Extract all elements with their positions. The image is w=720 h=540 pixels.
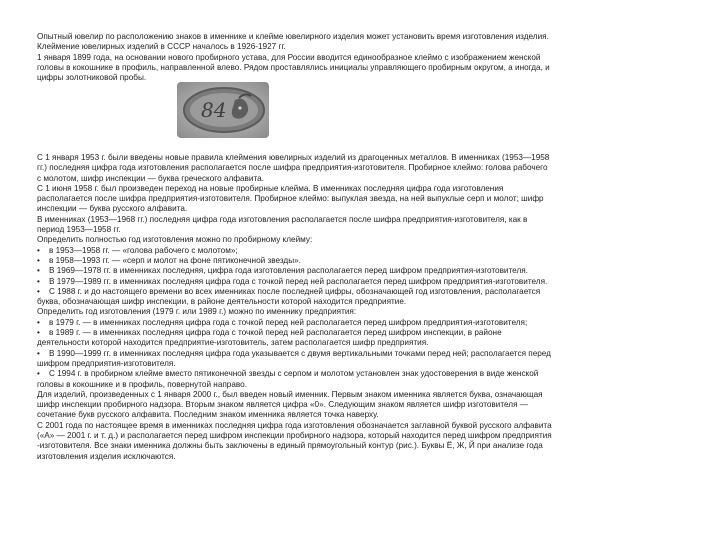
bullet-line <box>37 256 680 266</box>
line-text: В именниках (1953—1968 гг.) последняя цифра года изготовления располагается после шифра предприятия-изготовителя, как в <box>37 214 528 224</box>
line-text: сочетание букв русского алфавита. Последним знаком именника является точка наверху. <box>37 410 379 420</box>
text-line <box>37 215 680 225</box>
line-text: в 1953—1958 гг. — «голова рабочего с молотом»; <box>49 245 238 255</box>
bullet-line <box>37 287 680 297</box>
hallmark-photo <box>177 82 269 138</box>
line-text: («А» — 2001 г. и т. д.) и располагается перед шифром инспекции пробирного надзора, который находится перед шифром предприятия <box>37 431 552 441</box>
line-text: С 1 января 1953 г. были введены новые правила клеймения ювелирных изделий из драгоценных металлов. В именниках (1953—1958 <box>37 153 550 162</box>
line-text: шифром предприятия-изготовителя. <box>37 358 176 368</box>
text-line <box>37 380 680 390</box>
intro-line: Клеймение ювелирных изделий в СССР началось в 1926-1927 гг. <box>37 42 286 52</box>
hallmark-stamp-image <box>177 82 269 138</box>
intro-line: 1 января 1899 года, на основании нового пробирного устава, для России вводится единообразное клеймо с изображением женской <box>37 52 541 62</box>
text-line <box>37 297 680 307</box>
line-text: Определить полностью год изготовления можно по пробирному клейму: <box>37 235 313 245</box>
intro-line: Опытный ювелир по расположению знаков в именнике и клейме ювелирного изделия может установить время изготовления изделия. <box>37 32 549 41</box>
line-text: В 1969—1978 гг. в именниках последняя, цифра года изготовления располагается перед шифром предприятия-изготовителя. <box>49 266 528 276</box>
line-text: в 1958—1993 гг. — «серп и молот на фоне пятиконечной звезды». <box>49 255 301 265</box>
text-line <box>37 441 680 451</box>
line-text: С 1994 г. в пробирном клейме вместо пятиконечной звезды с серпом и молотом установлен знак удостоверения в виде женской <box>49 369 539 379</box>
line-text: инспекции — буква русского алфавита. <box>37 204 188 214</box>
bullet-line <box>37 349 680 359</box>
line-text: в 1979 г. — в именниках последняя цифра года с точкой перед ней располагается перед шифром предприятия-изготовителя; <box>49 317 528 327</box>
text-line <box>37 452 680 462</box>
hallmark-fineness: 84 <box>201 98 227 122</box>
text-line <box>37 410 680 420</box>
text-line <box>37 184 680 194</box>
line-text: головы в кокошнике и в профиль, повернутой направо. <box>37 379 248 389</box>
text-line <box>37 359 680 369</box>
line-text: -изготовителя. Все знаки именника должны быть заключены в единый прямоугольный контур (рис.). Буквы Ё, Ж, Й при анализе года <box>37 441 543 451</box>
text-line <box>37 194 680 204</box>
line-text: С 1 июня 1958 г. был произведен переход на новые пробирные клейма. В именниках последняя цифра года изготовления <box>37 183 504 193</box>
rules-text <box>37 153 680 462</box>
text-line <box>37 204 680 214</box>
bullet-line <box>37 328 680 338</box>
line-text: период 1953—1958 гг. <box>37 225 121 235</box>
line-text: с молотом, шифр инспекции — буква греческого алфавита. <box>37 173 264 183</box>
intro-line: цифры золотниковой пробы. <box>37 73 147 83</box>
text-line <box>37 153 680 163</box>
intro-line: головы в кокошнике в профиль, направленной влево. Рядом проставлялись инициалы управляющего пробирным округом, а иногда, и <box>37 62 550 72</box>
line-text: гг.) последняя цифра года изготовления располагается после шифра предприятия-изготовителя. Пробирное клеймо: голова рабочего <box>37 163 548 173</box>
line-text: С 1988 г. и до настоящего времени во всех именниках после последней цифры, обозначающей год изготовления, располагается <box>49 286 541 296</box>
line-text: располагается после шифра предприятия-изготовителя. Пробирное клеймо: выпуклая звезда, на ней выпуклые серп и молот; шифр <box>37 194 544 204</box>
line-text: изготовления изделия исключаются. <box>37 451 176 461</box>
line-text: в 1989 г. — в именниках последняя цифра года с точкой перед ней располагается перед шифром инспекции, в районе <box>49 328 502 338</box>
line-text: С 2001 года по настоящее время в именниках последняя цифра года изготовления обозначается заглавной буквой русского алфавита <box>37 420 552 430</box>
bullet-line <box>37 246 680 256</box>
line-text: Определить год изготовления (1979 г. или 1989 г.) можно по именнику предприятия: <box>37 307 357 317</box>
line-text: В 1990—1999 гг. в именниках последняя цифра года указывается с двумя вертикальными точками перед ней; располагается перед <box>49 348 551 358</box>
text-line <box>37 235 680 245</box>
text-line <box>37 431 680 441</box>
text-line <box>37 174 680 184</box>
line-text: буква, обозначающая шифр инспекции, в районе деятельности которой находится предприятие. <box>37 297 407 307</box>
text-line <box>37 390 680 400</box>
text-line <box>37 225 680 235</box>
text-line <box>37 421 680 431</box>
bullet-line <box>37 318 680 328</box>
text-line <box>37 307 680 317</box>
text-line <box>37 338 680 348</box>
line-text: шифр инспекции пробирного надзора. Вторым знаком является цифра «0». Следующим знаком является шифр изготовителя — <box>37 400 528 410</box>
bullet-line <box>37 277 680 287</box>
text-line <box>37 400 680 410</box>
text-line <box>37 163 680 173</box>
bullet-line <box>37 266 680 276</box>
line-text: В 1979—1989 гг. в именниках последняя цифра года с точкой перед ней располагается перед шифром предприятия-изготовителя. <box>49 276 548 286</box>
line-text: Для изделий, произведенных с 1 января 2000 г., был введен новый именник. Первым знаком именника является буква, означающая <box>37 389 543 399</box>
line-text: деятельности которой находится предприятие-изготовитель, затем располагается шифр предприятия. <box>37 338 429 348</box>
intro-text <box>37 32 680 83</box>
bullet-line <box>37 369 680 379</box>
